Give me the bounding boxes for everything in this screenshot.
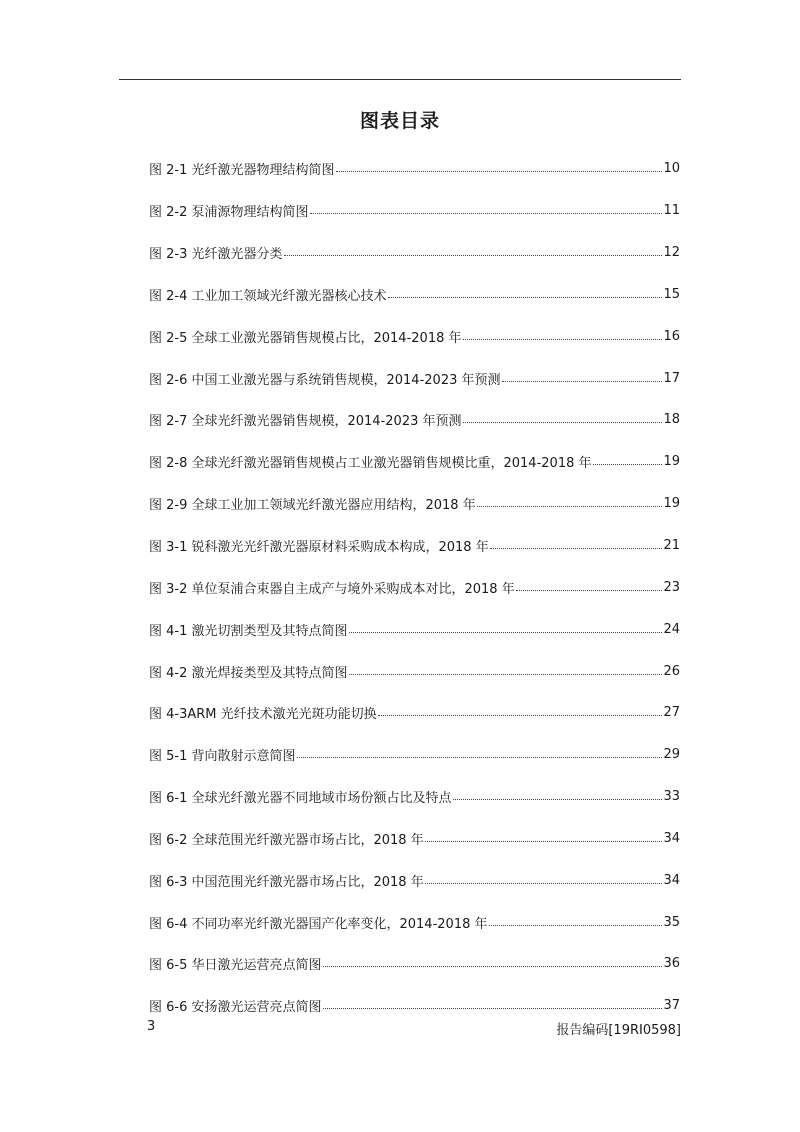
toc-entry-label: 图 4-3ARM 光纤技术激光光斑功能切换 xyxy=(149,707,377,723)
toc-entry-page: 19 xyxy=(663,496,680,512)
toc-entry-page: 12 xyxy=(663,245,680,261)
toc-entry[interactable] xyxy=(149,399,680,441)
toc-entry[interactable] xyxy=(149,943,680,985)
toc-entry-page: 17 xyxy=(663,370,680,386)
toc-entry[interactable] xyxy=(149,232,680,274)
toc-entry[interactable] xyxy=(149,357,680,399)
toc-entry-label: 图 2-8 全球光纤激光器销售规模占工业激光器销售规模比重，2014-2018 年 xyxy=(149,456,592,472)
toc-entry-page: 18 xyxy=(663,412,680,428)
dot-leader xyxy=(425,841,663,842)
dot-leader xyxy=(463,422,663,423)
dot-leader xyxy=(284,255,663,256)
toc-entry-page: 29 xyxy=(663,747,680,763)
dot-leader xyxy=(477,506,663,507)
toc-entry-label: 图 3-2 单位泵浦合束器自主成产与境外采购成本对比，2018 年 xyxy=(149,581,515,597)
toc-entry-label: 图 6-2 全球范围光纤激光器市场占比，2018 年 xyxy=(149,832,424,848)
toc-entry-label: 图 4-2 激光焊接类型及其特点简图 xyxy=(149,665,348,681)
page-number: 3 xyxy=(147,1019,156,1034)
toc-entry-label: 图 6-6 安扬激光运营亮点简图 xyxy=(149,1000,322,1016)
toc-entry-label: 图 2-3 光纤激光器分类 xyxy=(149,247,283,263)
toc-entry-page: 16 xyxy=(663,328,680,344)
toc-entry-page: 35 xyxy=(663,914,680,930)
dot-leader xyxy=(463,339,663,340)
toc-entry-label: 图 4-1 激光切割类型及其特点简图 xyxy=(149,623,348,639)
toc-entry-page: 10 xyxy=(663,161,680,177)
dot-leader xyxy=(310,213,663,214)
toc-entry-label: 图 2-5 全球工业激光器销售规模占比，2014-2018 年 xyxy=(149,330,462,346)
report-code: 报告编码[19RI0598] xyxy=(556,1023,681,1038)
toc-entry[interactable] xyxy=(149,859,680,901)
toc-entry[interactable] xyxy=(149,190,680,232)
toc-entry[interactable] xyxy=(149,148,680,190)
dot-leader xyxy=(349,674,663,675)
toc-entry-page: 26 xyxy=(663,663,680,679)
toc-entry[interactable] xyxy=(149,692,680,734)
toc-entry-label: 图 6-4 不同功率光纤激光器国产化率变化，2014-2018 年 xyxy=(149,916,488,932)
dot-leader xyxy=(297,757,663,758)
figure-list xyxy=(149,148,680,1027)
dot-leader xyxy=(502,381,663,382)
toc-entry-page: 33 xyxy=(663,789,680,805)
dot-leader xyxy=(323,1008,663,1009)
toc-entry[interactable] xyxy=(149,776,680,818)
dot-leader xyxy=(453,799,663,800)
toc-entry-label: 图 2-4 工业加工领域光纤激光器核心技术 xyxy=(149,288,387,304)
toc-entry-page: 34 xyxy=(663,830,680,846)
toc-entry-page: 21 xyxy=(663,538,680,554)
toc-entry[interactable] xyxy=(149,315,680,357)
dot-leader xyxy=(388,297,663,298)
page-title: 图表目录 xyxy=(359,110,440,132)
toc-entry-page: 34 xyxy=(663,872,680,888)
toc-entry-label: 图 2-2 泵浦源物理结构简图 xyxy=(149,205,309,221)
toc-entry-page: 19 xyxy=(663,454,680,470)
dot-leader xyxy=(323,966,663,967)
dot-leader xyxy=(378,715,663,716)
toc-entry-page: 15 xyxy=(663,286,680,302)
toc-entry[interactable] xyxy=(149,274,680,316)
toc-entry-label: 图 2-1 光纤激光器物理结构简图 xyxy=(149,163,335,179)
toc-entry-label: 图 2-7 全球光纤激光器销售规模，2014-2023 年预测 xyxy=(149,414,462,430)
toc-entry[interactable] xyxy=(149,734,680,776)
header-rule xyxy=(119,79,681,80)
dot-leader xyxy=(336,171,663,172)
toc-entry-page: 37 xyxy=(663,998,680,1014)
dot-leader xyxy=(349,632,663,633)
dot-leader xyxy=(490,548,663,549)
toc-entry-page: 36 xyxy=(663,956,680,972)
toc-entry-label: 图 6-5 华日激光运营亮点简图 xyxy=(149,958,322,974)
toc-entry[interactable] xyxy=(149,441,680,483)
dot-leader xyxy=(425,883,663,884)
dot-leader xyxy=(489,925,663,926)
toc-entry-label: 图 5-1 背向散射示意简图 xyxy=(149,749,296,765)
toc-entry[interactable] xyxy=(149,566,680,608)
toc-entry[interactable] xyxy=(149,650,680,692)
toc-entry-page: 24 xyxy=(663,621,680,637)
toc-entry[interactable] xyxy=(149,525,680,567)
dot-leader xyxy=(593,464,663,465)
toc-entry[interactable] xyxy=(149,608,680,650)
toc-entry-label: 图 2-6 中国工业激光器与系统销售规模，2014-2023 年预测 xyxy=(149,372,501,388)
toc-entry-label: 图 6-1 全球光纤激光器不同地域市场份额占比及特点 xyxy=(149,791,452,807)
toc-entry-label: 图 2-9 全球工业加工领域光纤激光器应用结构，2018 年 xyxy=(149,498,476,514)
toc-entry-label: 图 3-1 锐科激光光纤激光器原材料采购成本构成，2018 年 xyxy=(149,540,489,556)
dot-leader xyxy=(516,590,663,591)
toc-entry-page: 11 xyxy=(663,203,680,219)
toc-entry-page: 27 xyxy=(663,705,680,721)
toc-entry[interactable] xyxy=(149,901,680,943)
toc-entry[interactable] xyxy=(149,483,680,525)
toc-entry[interactable] xyxy=(149,818,680,860)
toc-entry-page: 23 xyxy=(663,579,680,595)
toc-entry-label: 图 6-3 中国范围光纤激光器市场占比，2018 年 xyxy=(149,874,424,890)
